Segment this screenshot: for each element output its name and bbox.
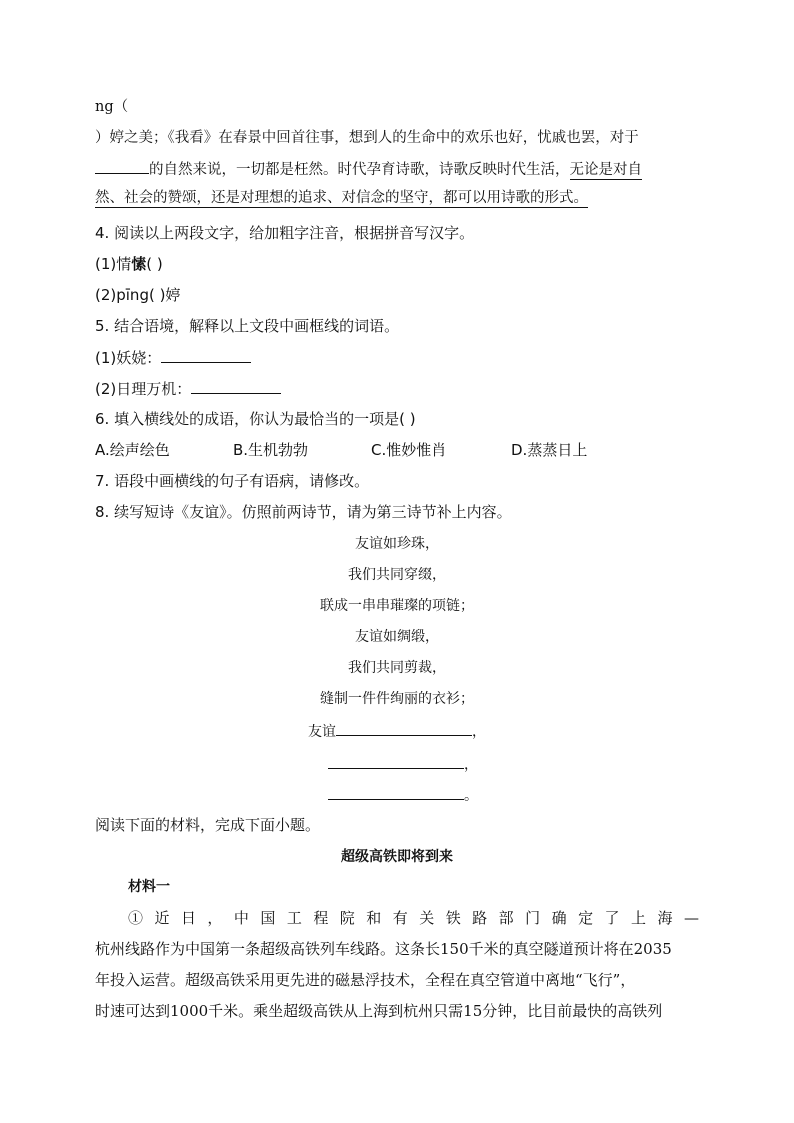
answer-blank[interactable] — [161, 347, 251, 363]
poem-line: 友谊如珍珠， — [355, 536, 439, 552]
paragraph-line: 杭州线路作为中国第一条超级高铁列车线路。这条长150千米的真空隧道预计将在2035 — [95, 940, 672, 958]
poem-blank[interactable] — [328, 754, 464, 769]
option-b[interactable]: B.生机勃勃 — [233, 441, 309, 459]
text-line: ）婷之美；《我看》在春景中回首往事，想到人的生命中的欢乐也好，忧戚也罢，对于 — [95, 130, 639, 146]
answer-blank[interactable] — [191, 378, 281, 394]
poem-line: 我们共同穿缀， — [348, 567, 446, 583]
question-6: 6. 填入横线处的成语，你认为最恰当的一项是( ) — [95, 410, 416, 428]
text-line: ng（ — [95, 99, 129, 115]
paragraph-line: 年投入运营。超级高铁采用更先进的磁悬浮技术，全程在真空管道中离地“飞行”， — [95, 971, 636, 989]
underlined-sentence: 无论是对自 — [569, 162, 642, 178]
poem-blank[interactable] — [328, 785, 464, 800]
article-title: 超级高铁即将到来 — [341, 849, 453, 865]
poem-line: 友谊如绸缎， — [355, 629, 439, 645]
poem-blank[interactable] — [336, 721, 472, 736]
underlined-sentence: 然、社会的赞颂，还是对理想的追求、对信念的坚守，都可以用诗歌的形式。 — [95, 190, 588, 206]
poem-fill-line: 友谊 ， — [0, 721, 794, 742]
question-8: 8. 续写短诗《友谊》。仿照前两诗节，请为第三诗节补上内容。 — [95, 503, 512, 521]
poem-fill-line: 。 — [6, 785, 794, 806]
bold-character: 愫 — [131, 255, 147, 273]
option-c[interactable]: C.惟妙惟肖 — [371, 441, 447, 459]
fill-blank[interactable] — [95, 158, 149, 174]
material-heading: 材料一 — [128, 879, 170, 895]
question-5-1: (1)妖娆： — [95, 347, 251, 368]
question-7: 7. 语段中画横线的句子有语病，请修改。 — [95, 472, 370, 490]
option-a[interactable]: A.绘声绘色 — [95, 441, 170, 459]
paragraph-line: ①近日，中国工程院和有关铁路部门确定了上海— — [128, 909, 699, 927]
question-5-2: (2)日理万机： — [95, 378, 281, 399]
question-4-2: (2)pīng( )婷 — [95, 286, 181, 304]
question-4-1: (1)情愫( ) — [95, 255, 163, 273]
paragraph-line: 时速可达到1000千米。乘坐超级高铁从上海到杭州只需15分钟，比目前最快的高铁列 — [95, 1002, 663, 1020]
answer-paren[interactable]: ( ) — [146, 255, 163, 273]
poem-fill-line: ， — [6, 754, 794, 775]
poem-line: 我们共同剪裁， — [348, 660, 446, 676]
text-line — [95, 188, 588, 208]
text-line: 的自然来说，一切都是枉然。时代孕育诗歌，诗歌反映时代生活，无论是对自 — [95, 158, 642, 180]
question-5: 5. 结合语境，解释以上文段中画框线的词语。 — [95, 317, 400, 335]
question-4: 4. 阅读以上两段文字，给加粗字注音，根据拼音写汉字。 — [95, 224, 475, 242]
question-6-options — [95, 440, 587, 460]
reading-intro: 阅读下面的材料，完成下面小题。 — [95, 816, 321, 834]
poem-line: 缝制一件件绚丽的衣衫； — [320, 691, 474, 707]
option-d[interactable]: D.蒸蒸日上 — [511, 441, 588, 459]
poem-line: 联成一串串璀璨的项链； — [320, 598, 474, 614]
